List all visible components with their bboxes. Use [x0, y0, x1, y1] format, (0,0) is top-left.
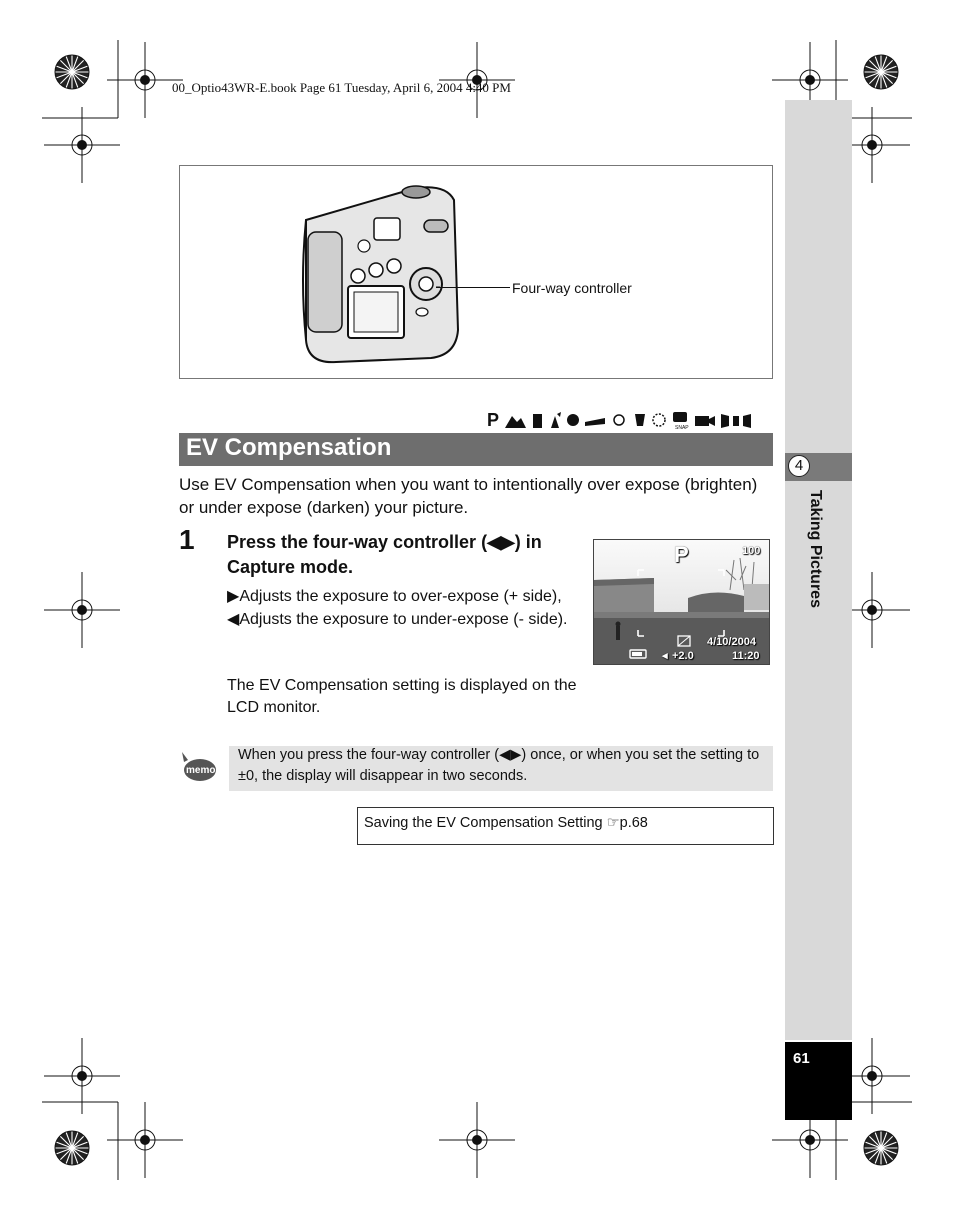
camera-figure: [179, 165, 773, 379]
surf-snow-icon: [585, 418, 605, 426]
memo-text-start: When you press the four-way controller (: [238, 747, 500, 763]
night-scene-icon: [551, 412, 561, 428]
snap-mode-icon: [673, 412, 687, 422]
lcd-ev-arrow-icon: ◂: [662, 650, 668, 662]
intro-paragraph: Use EV Compensation when you want to intentionally over expose (brighten) or under expose (darken) your picture.: [179, 475, 758, 517]
flower-mode-icon: [533, 414, 542, 428]
step-description: [227, 586, 577, 631]
step-title-text: Press the four-way controller (: [227, 532, 488, 552]
fireworks-mode-icon: [653, 414, 665, 426]
pet-mode-icon: [635, 414, 645, 426]
lcd-frames-remaining: 100: [742, 545, 761, 557]
section-title: EV Compensation: [186, 434, 392, 461]
chapter-title: Taking Pictures: [807, 490, 824, 608]
over-expose-text: Adjusts the exposure to over-expose (+ side),: [239, 588, 562, 605]
memo-icon: [178, 748, 218, 784]
lcd-date: 4/10/2004: [707, 636, 756, 648]
step-title: [227, 530, 587, 580]
callout-leader-line: [436, 287, 510, 288]
memo-text-end: ) once, or when you set the setting to ±0, the display will disappear in two seconds.: [238, 747, 760, 784]
lcd-mode-indicator: P: [674, 542, 689, 567]
lcd-ev-value: +2.0: [672, 650, 694, 662]
reference-page: p.68: [619, 815, 648, 831]
reference-link[interactable]: [364, 815, 648, 831]
landscape-mode-icon: [505, 416, 526, 428]
capture-mode-icons: [487, 408, 771, 430]
left-right-arrows-icon: ◀▶: [487, 532, 515, 552]
movie-mode-icon: [695, 416, 715, 426]
lcd-monitor-preview: [593, 539, 770, 665]
memo-text: [238, 745, 768, 787]
snap-mode-label: SNAP: [675, 425, 689, 430]
step-number: 1: [179, 524, 195, 555]
lcd-time: 11:20: [732, 650, 760, 662]
page-number: 61: [793, 1050, 810, 1067]
step-title-text-end: ) in Capture mode.: [227, 532, 542, 577]
kids-mode-icon: [614, 415, 624, 425]
right-arrow-icon: ▶: [227, 588, 240, 605]
portrait-mode-icon: [567, 414, 579, 426]
panorama-mode-icon: [721, 414, 751, 428]
chapter-number: 4: [788, 455, 810, 477]
camera-illustration: [296, 180, 466, 370]
step-note: The EV Compensation setting is displayed on the LCD monitor.: [227, 677, 577, 716]
four-way-controller-label: Four-way controller: [512, 280, 632, 296]
memo-icon-label: memo: [186, 765, 216, 776]
pointing-hand-icon: ☞: [606, 815, 620, 831]
under-expose-text: Adjusts the exposure to under-expose (- side).: [239, 610, 568, 628]
left-arrow-icon: ◀: [227, 610, 240, 628]
program-mode-icon: P: [487, 410, 500, 430]
book-header-line: 00_Optio43WR-E.book Page 61 Tuesday, April 6, 2004 4:40 PM: [172, 80, 511, 95]
left-right-arrows-icon: ◀▶: [499, 747, 522, 763]
reference-label: Saving the EV Compensation Setting: [364, 815, 607, 831]
